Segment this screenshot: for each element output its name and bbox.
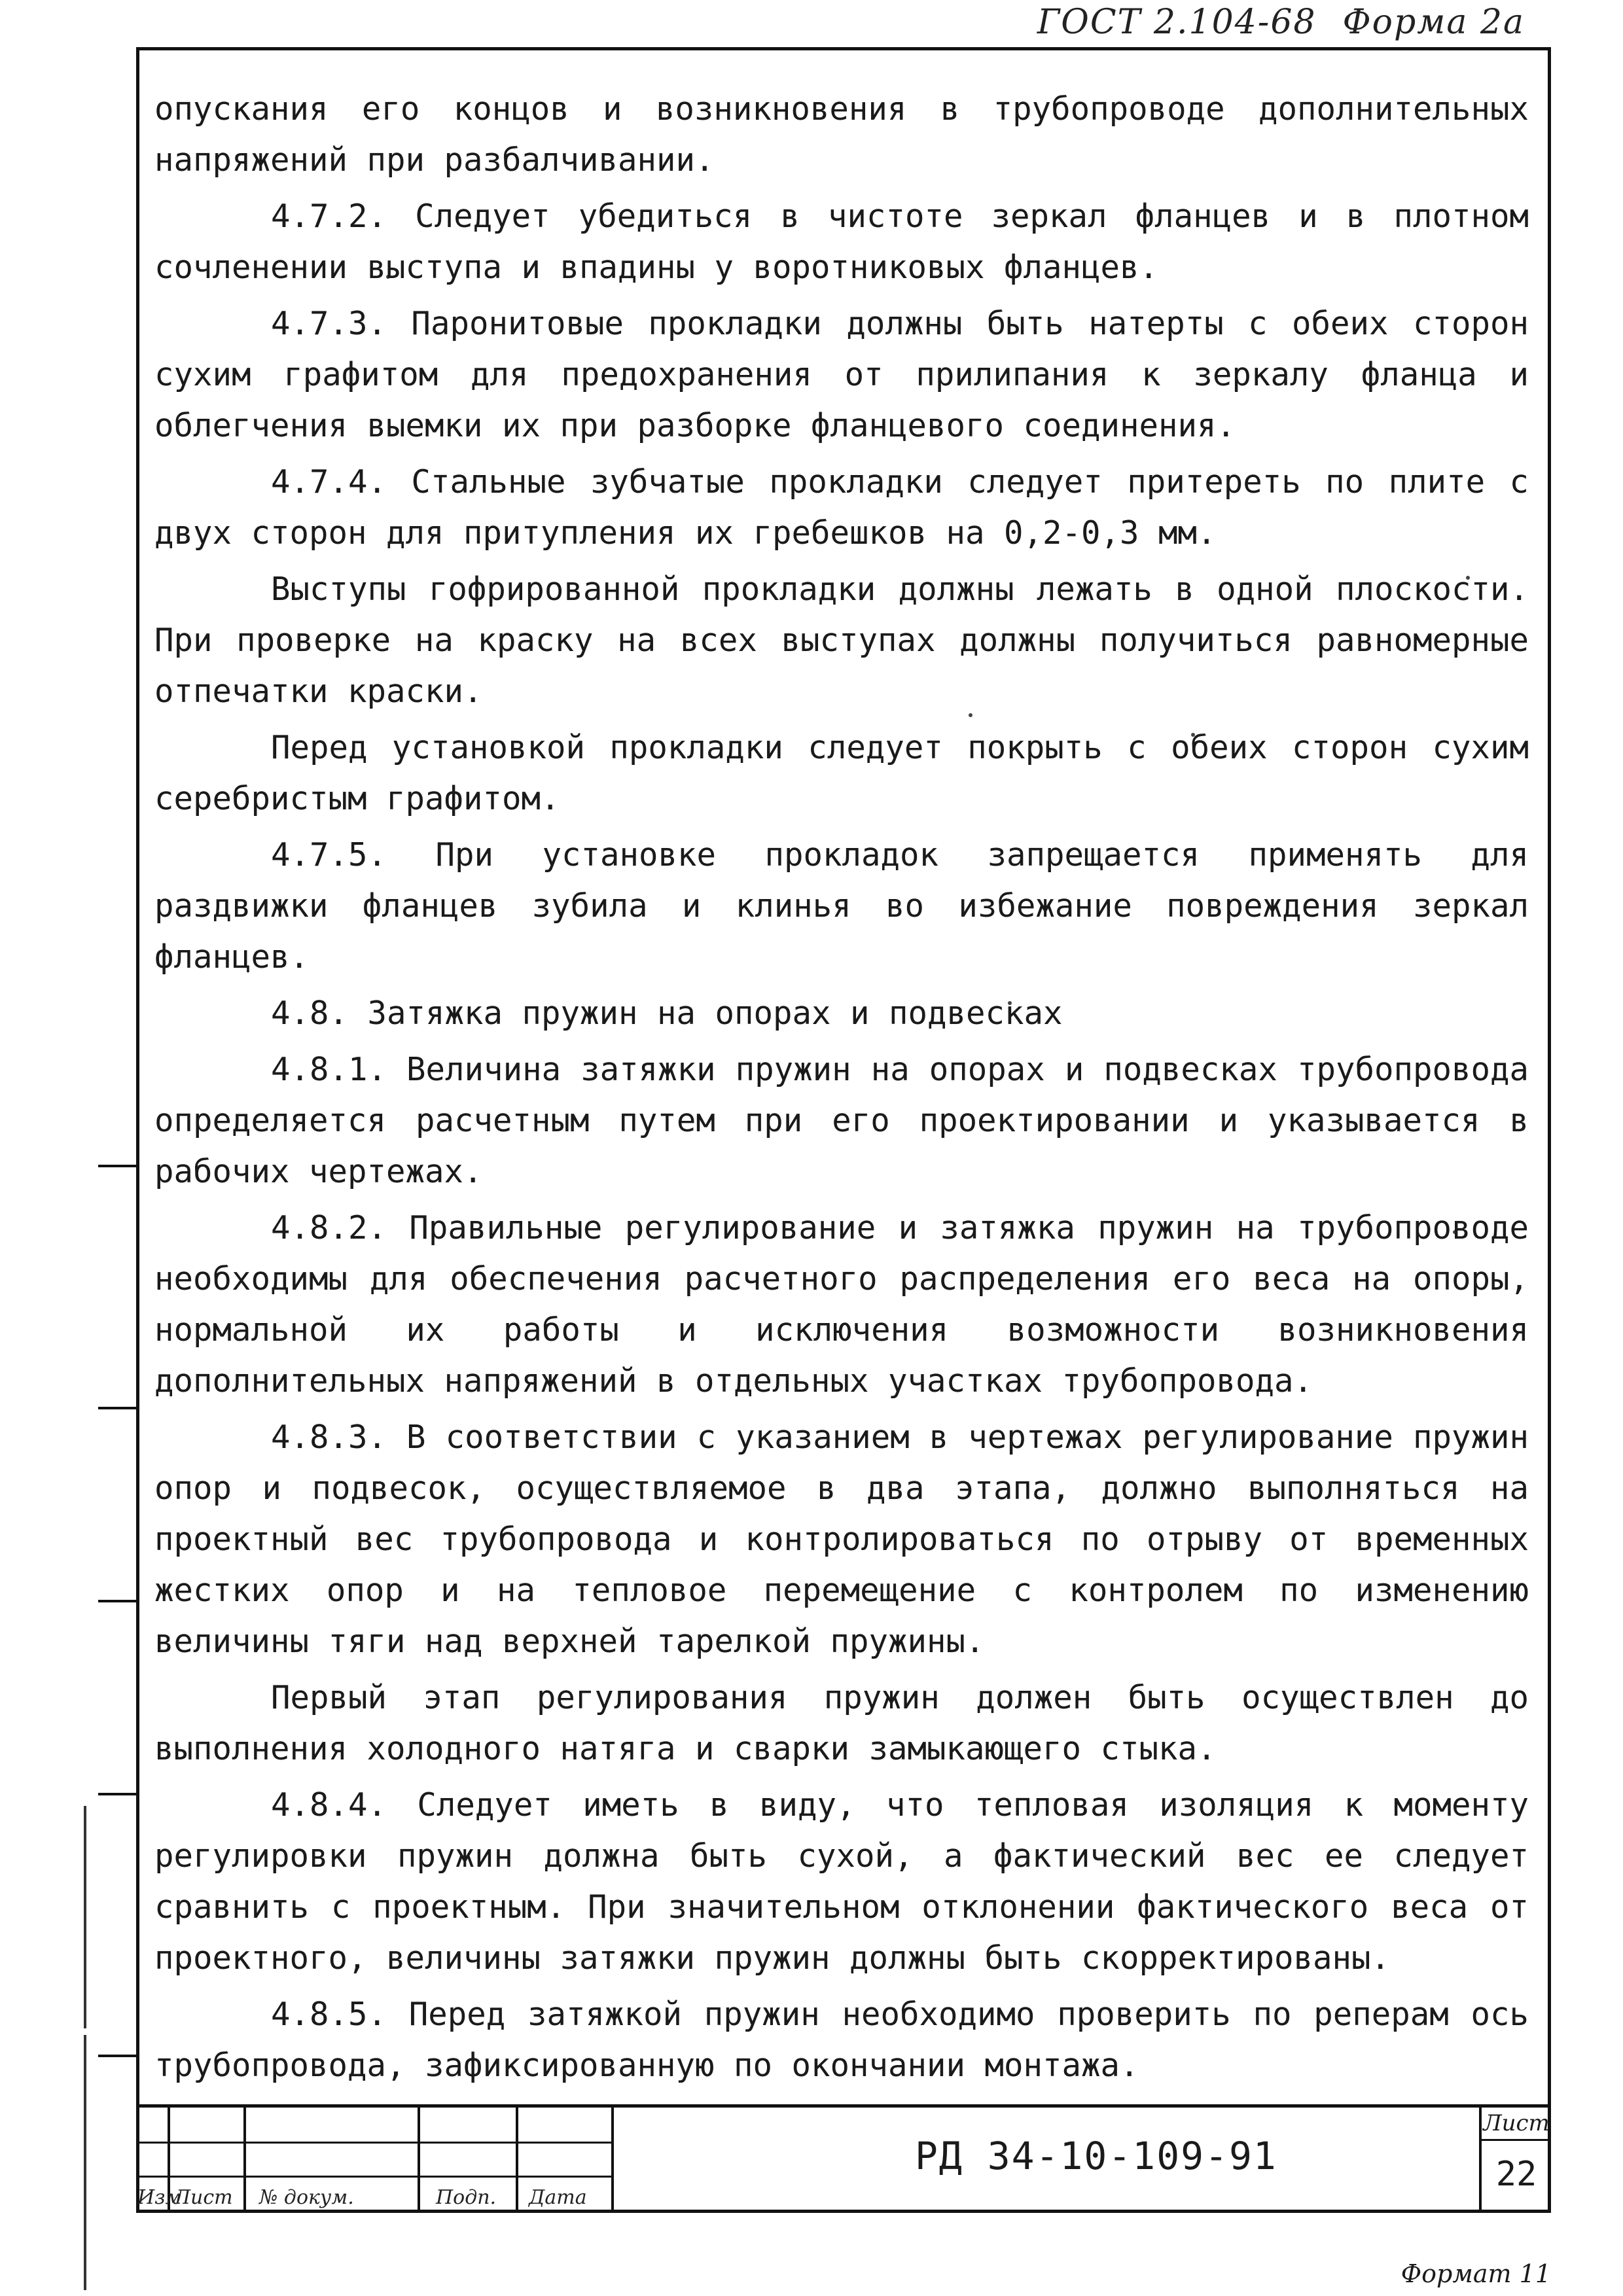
label-sheet: Лист (174, 2186, 233, 2209)
binding-line (84, 2035, 86, 2290)
paragraph: Первый этап регулирования пружин должен быть осуществлен до выполнения холодного натяга и сварки замыкающего стыка. (154, 1679, 1529, 1767)
body-text (154, 84, 1529, 2096)
paragraph: 4.8.1. Величина затяжки пружин на опорах и подвесках трубопровода определяется расчетным путем при его проектировании и указывается в рабочих чертежах. (154, 1051, 1529, 1190)
standard-code: ГОСТ 2.104-68 (1037, 3, 1317, 42)
label-date: Дата (529, 2186, 587, 2209)
paragraph: 4.8.3. В соответствии с указанием в чертежах регулирование пружин опор и подвесок, осуществляемое в два этапа, должно выполняться на проектный вес трубопровода и контролироваться по отрыву от временных жестких опор и на тепловое перемещение с контролем по изменению величины тяги над верхней тарелкой пружины. (154, 1419, 1529, 1660)
sheet-label: Лист (1482, 2110, 1551, 2141)
sheet-box (1479, 2108, 1551, 2213)
grid-line (243, 2108, 246, 2213)
form-header (1011, 3, 1525, 42)
document-code: РД 34-10-109-91 (915, 2134, 1277, 2178)
label-signature: Подп. (436, 2186, 497, 2209)
form-code: Форма 2а (1342, 3, 1525, 42)
sheet-number: 22 (1495, 2155, 1537, 2194)
binding-mark (98, 1600, 136, 1602)
grid-line (516, 2108, 518, 2213)
paragraph: 4.8.4. Следует иметь в виду, что тепловая изоляция к моменту регулировки пружин должна быть сухой, а фактический вес ее следует сравнить с проектным. При значительном отклонении фактического веса от проектного, величины затяжки пружин должны быть скорректированы. (154, 1786, 1529, 1977)
title-block (136, 2104, 1551, 2213)
paragraph: 4.8.2. Правильные регулирование и затяжка пружин на трубопроводе необходимы для обеспечения расчетного распределения его веса на опоры, нормальной их работы и исключения возможности возникновения дополнительных напряжений в отдельных участках трубопровода. (154, 1209, 1529, 1400)
grid-line (136, 2142, 611, 2144)
binding-mark (98, 1793, 136, 1795)
section-heading: 4.8. Затяжка пружин на опорах и подвесках (271, 995, 1063, 1032)
paragraph: Выступы гофрированной прокладки должны лежать в одной плоскости. При проверке на краску на всех выступах должны получиться равномерные отпечатки краски. (154, 571, 1529, 710)
paragraph: Перед установкой прокладки следует покрыть с обеих сторон сухим серебристым графитом. (154, 729, 1529, 817)
title-block-grid (136, 2108, 611, 2213)
label-change: Изм (137, 2186, 182, 2209)
title-block-divider (611, 2108, 614, 2213)
binding-line (84, 1806, 86, 2028)
paragraph: 4.7.2. Следует убедиться в чистоте зеркал фланцев и в плотном сочленении выступа и впадины у воротниковых фланцев. (154, 198, 1529, 286)
binding-mark (98, 1407, 136, 1409)
paragraph: 4.7.3. Паронитовые прокладки должны быть натерты с обеих сторон сухим графитом для предохранения от прилипания к зеркалу фланца и облегчения выемки их при разборке фланцевого соединения. (154, 305, 1529, 444)
paragraph: 4.8.5. Перед затяжкой пружин необходимо проверить по реперам ось трубопровода, зафиксированную по окончании монтажа. (154, 1996, 1529, 2084)
label-doc-number: № докум. (259, 2186, 354, 2209)
paragraph: 4.7.5. При установке прокладок запрещается применять для раздвижки фланцев зубила и клинья во избежание повреждения зеркал фланцев. (154, 836, 1529, 976)
binding-mark (98, 1165, 136, 1167)
grid-line (418, 2108, 420, 2213)
paragraph: 4.7.4. Стальные зубчатые прокладки следует притереть по плите с двух сторон для притупления их гребешков на 0,2-0,3 мм. (154, 463, 1529, 552)
form-footer: Формат 11 (1400, 2259, 1551, 2288)
grid-line (136, 2176, 611, 2178)
binding-mark (98, 2055, 136, 2057)
paragraph: опускания его концов и возникновения в трубопроводе дополнительных напряжений при разбалчивании. (154, 90, 1529, 179)
